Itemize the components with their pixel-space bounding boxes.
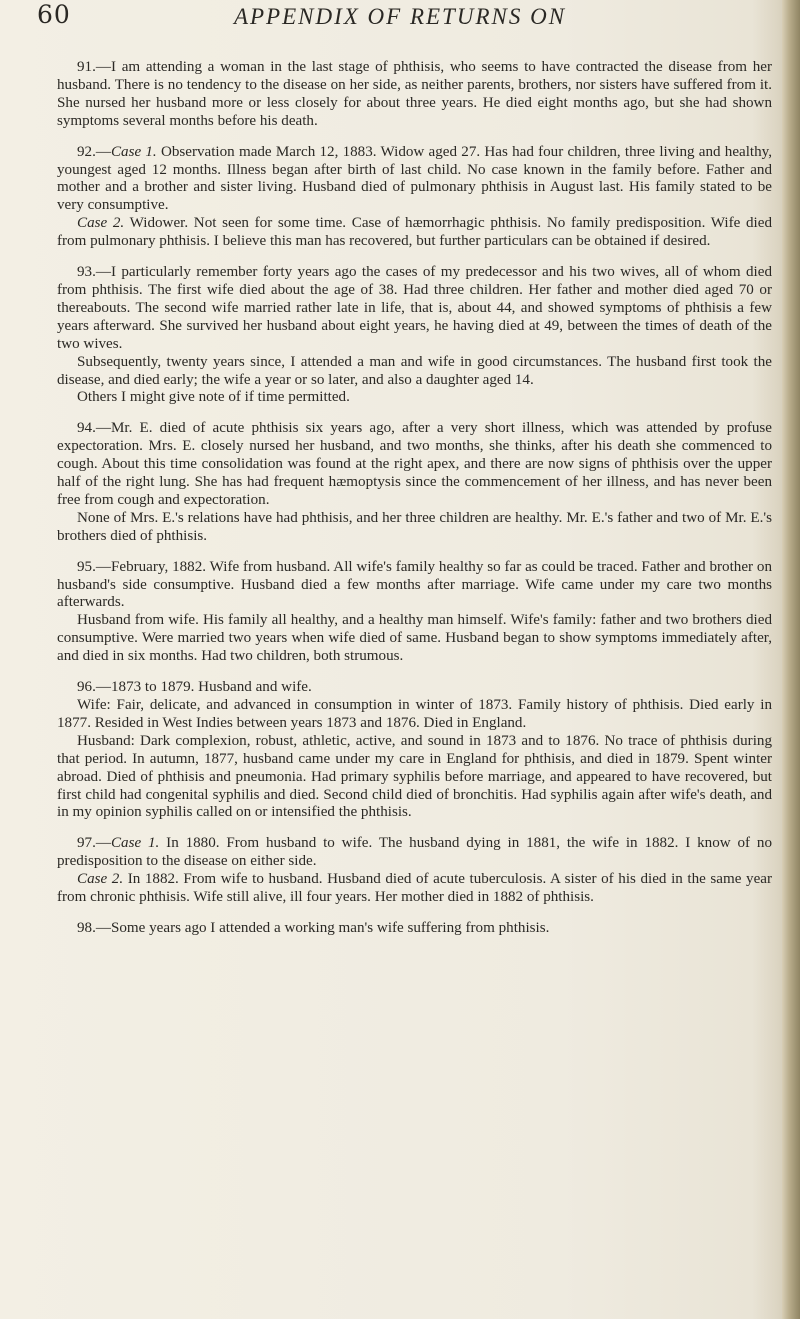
entry-text: In 1880. From husband to wife. The husband dying in 1881, the wife in 1882. I know of no predisposition to the disease on either side. bbox=[57, 835, 773, 870]
entry-92-case-2 bbox=[57, 215, 772, 251]
entry-number: 91. bbox=[77, 59, 96, 75]
entry-96 bbox=[57, 679, 772, 697]
entry-92: 92.—Case 1. Observation made March 12, 1883. Widow aged 27. Has had four children, three living and healthy, youngest aged 12 months. Illness began after birth of last child. No case known in the family before. Father and mother and a brother and sister living. Husband died of pulmonary phthisis in August last. His family stated to be very consumptive. bbox=[57, 143, 773, 214]
entry-95 bbox=[57, 559, 772, 613]
entry-number: 97. bbox=[77, 835, 96, 852]
entry-text: In 1882. From wife to husband. Husband died of acute tuberculosis. A sister of his died in the same year from chronic phthisis. Wife still alive, ill four years. Her mother died in 1882 of phthisis. bbox=[57, 871, 773, 906]
entry-94 bbox=[57, 420, 772, 510]
entry-text: —I particularly remember forty years ago the cases of my predecessor and his two wives, all of whom died from phthisis. The first wife died about the age of 38. Had three children. Her father and mother died aged 70 or thereabouts. The second wife married rather late in life, that is, about 44, and showed symptoms of phthisis a few years afterward. She survived her husband about eight years, he having died at 49, between the times of death of the two wives. bbox=[57, 264, 772, 352]
entry-number: 93. bbox=[77, 264, 96, 281]
case-label: Case 2. bbox=[77, 215, 125, 232]
entry-number: 98. bbox=[77, 919, 96, 936]
entry-96-husband bbox=[57, 733, 772, 823]
entry-96-wife bbox=[57, 697, 772, 733]
entry-97: 97.—Case 1. In 1880. From husband to wife. The husband dying in 1881, the wife in 1882. I know of no predisposition to the disease on either side. bbox=[57, 835, 773, 870]
entry-text: —I am attending a woman in the last stage of phthisis, who seems to have contracted the disease from her husband. There is no tendency to the disease on her side, as neither parents, brothers, nor sisters have suffered from it. She nursed her husband more or less closely for about three years. He died eight months ago, but she had shown symptoms several months before his death. bbox=[57, 59, 772, 129]
page-edge-shadow bbox=[782, 0, 800, 1319]
entry-text: Wife: Fair, delicate, and advanced in consumption in winter of 1873. Family history of phthisis. Died early in 1877. Resided in West Indies between years 1873 and 1876. Died in England. bbox=[57, 697, 772, 731]
case-label: Case 1. bbox=[110, 835, 160, 852]
entry-text: Widower. Not seen for some time. Case of hæmorrhagic phthisis. No family predisposition. Wife died from pulmonary phthisis. I believe this man has recovered, but further particulars can be obtained if desired. bbox=[57, 215, 772, 250]
entry-text: Husband from wife. His family all healthy, and a healthy man himself. Wife's family: father and two brothers died consumptive. Were married two years when wife died of same. Husband began to show symptoms immediately after, and died in six months. Had two children, both strumous. bbox=[57, 612, 772, 665]
entry-number: 94. bbox=[77, 420, 96, 437]
entry-91 bbox=[57, 59, 772, 131]
entry-text: Subsequently, twenty years since, I attended a man and wife in good circumstances. The husband first took the disease, and died early; the wife a year or so later, and also a daughter aged 14. bbox=[57, 353, 772, 388]
case-label: Case 1. bbox=[110, 143, 157, 160]
case-label: Case 2. bbox=[77, 871, 124, 888]
entry-number: 95. bbox=[77, 558, 96, 575]
entry-text: None of Mrs. E.'s relations have had phthisis, and her three children are healthy. Mr. E.'s father and two of Mr. E.'s brothers died of phthisis. bbox=[57, 509, 772, 544]
entry-94-para-2 bbox=[57, 510, 772, 546]
entry-95-para-2 bbox=[57, 612, 772, 666]
entry-text: Observation made March 12, 1883. Widow aged 27. Has had four children, three living and healthy, youngest aged 12 months. Illness began after birth of last child. No case known in the family before. Father and mother and a brother and sister living. Husband died of pulmonary phthisis in August last. His family stated to be very consumptive. bbox=[57, 143, 773, 214]
entry-98 bbox=[57, 920, 772, 938]
entry-93-para-2 bbox=[57, 354, 772, 390]
entry-text: —1873 to 1879. Husband and wife. bbox=[95, 679, 312, 696]
body-text bbox=[57, 59, 772, 938]
page-number: 60 bbox=[37, 0, 71, 29]
entry-text: Others I might give note of if time permitted. bbox=[77, 389, 350, 406]
entry-text: —February, 1882. Wife from husband. All wife's family healthy so far as could be traced. Father and brother on husband's side consumptive. Husband died a few months after marriage. Wife came under my care two months afterwards. bbox=[57, 558, 772, 611]
entry-number: 96. bbox=[77, 679, 96, 696]
entry-text: —Mr. E. died of acute phthisis six years ago, after a very short illness, which was attended by profuse expectoration. Mrs. E. closely nursed her husband, and two months, she thinks, after his death she commenced to cough. About this time consolidation was found at the right apex, and there are now signs of phthisis over the upper half of the right lung. She has had frequent hæmoptysis since the commencement of her illness, and has never been free from cough and expectoration. bbox=[57, 420, 772, 508]
entry-number: 92. bbox=[77, 143, 96, 160]
running-head: APPENDIX OF RETURNS ON bbox=[233, 4, 567, 29]
entry-text: Husband: Dark complexion, robust, athletic, active, and sound in 1873 and to 1876. No trace of phthisis during that period. In autumn, 1877, husband came under my care in England for phthisis, and died in 1879. Spent winter abroad. Died of phthisis and pneumonia. Had primary syphilis before marriage, and appeared to have recovered, but first child had congenital syphilis and died. Second child died of bronchitis. Had syphilis again after wife's death, and in my opinion syphilis called on or intensified the phthisis. bbox=[57, 732, 772, 821]
entry-93 bbox=[57, 264, 772, 354]
entry-text: —Some years ago I attended a working man's wife suffering from phthisis. bbox=[95, 919, 550, 936]
entry-93-para-3 bbox=[57, 389, 772, 407]
entry-97-case-2 bbox=[57, 871, 772, 907]
